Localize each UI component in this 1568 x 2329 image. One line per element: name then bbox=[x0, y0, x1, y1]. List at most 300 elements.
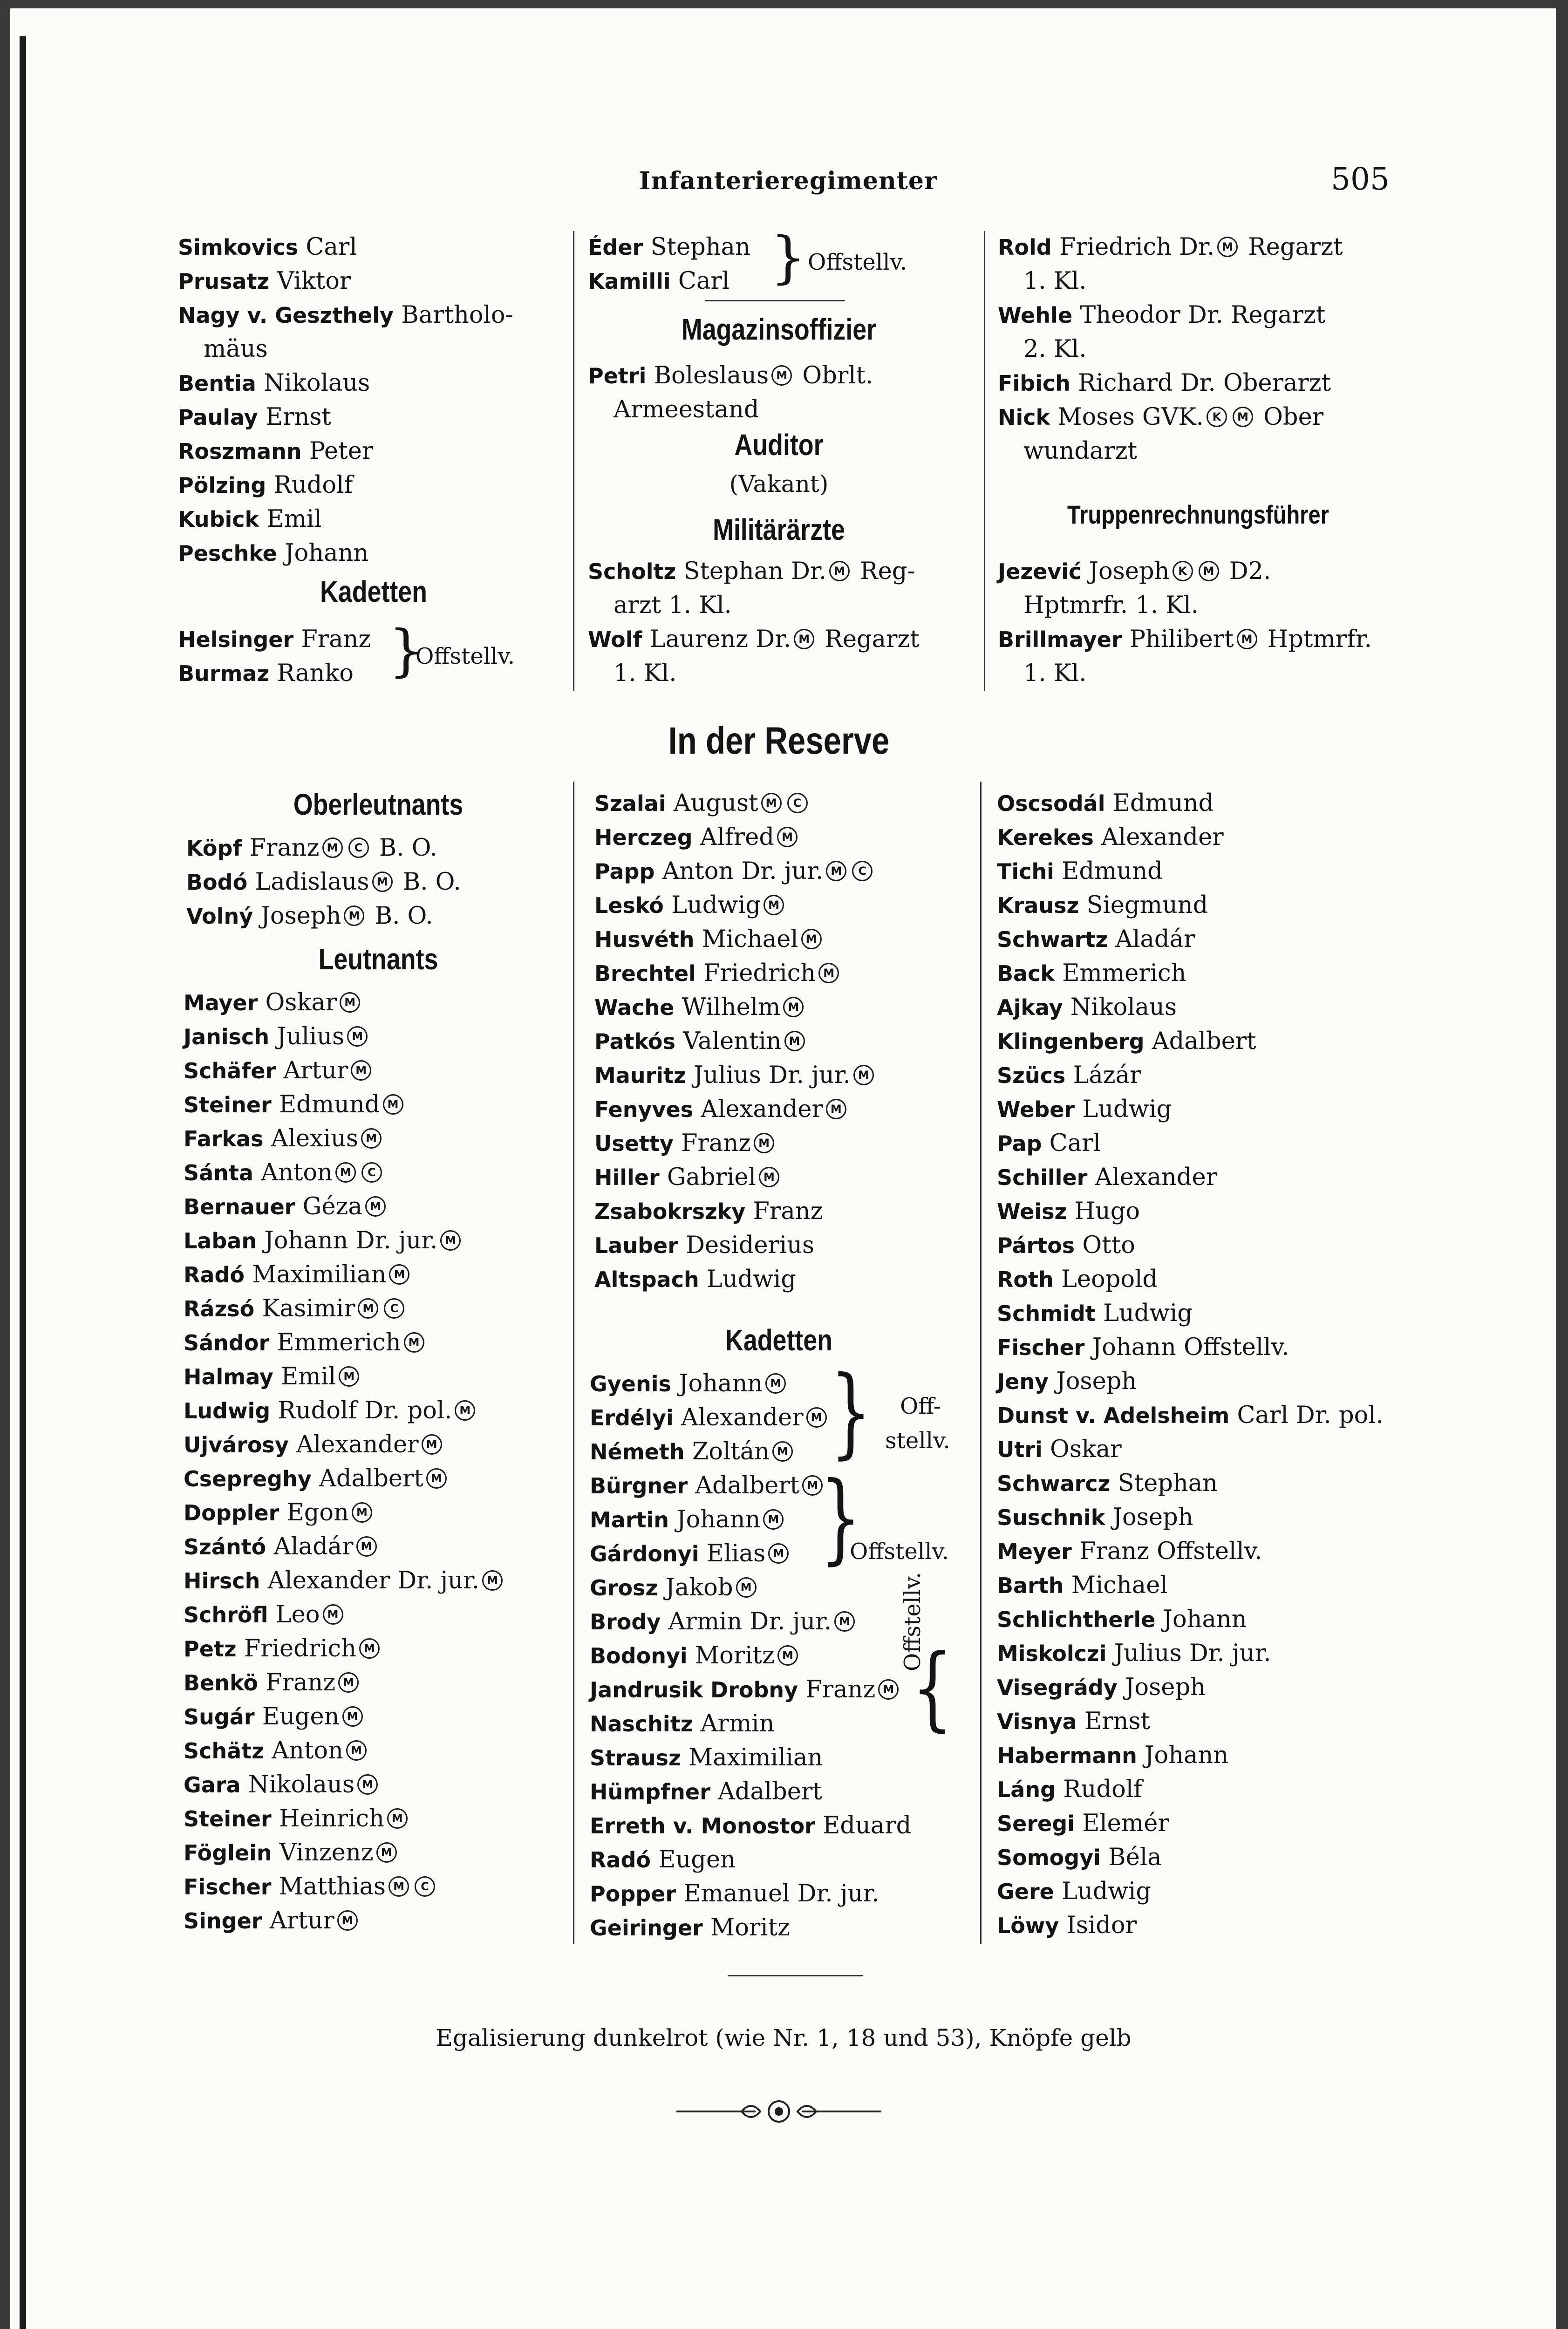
entry-row bbox=[997, 1806, 1407, 1840]
entry-row bbox=[997, 1704, 1407, 1738]
entry-row bbox=[594, 1262, 976, 1296]
running-title: Infanterieregimenter bbox=[639, 167, 938, 195]
entry-surname: Visnya bbox=[997, 1709, 1077, 1734]
entry-surname: Suschnik bbox=[997, 1505, 1105, 1530]
medal-m-icon: M bbox=[344, 906, 364, 926]
entry-surname: Helsinger bbox=[178, 627, 294, 652]
entry-surname: Usetty bbox=[594, 1131, 674, 1156]
medal-m-icon: M bbox=[455, 1400, 475, 1421]
entry-surname: Miskolczi bbox=[997, 1641, 1107, 1666]
entry-row bbox=[184, 1054, 566, 1088]
column-rule-bottom-1 bbox=[573, 782, 574, 1944]
entry-rest: Richard Dr. Oberarzt bbox=[1078, 369, 1331, 397]
entry-rest: Carl bbox=[678, 267, 730, 295]
truppen-heading: Truppenrechnungsführer bbox=[1067, 500, 1329, 529]
medal-m-icon: M bbox=[736, 1577, 757, 1598]
entry-row bbox=[594, 956, 976, 990]
medal-c-icon: C bbox=[361, 1162, 382, 1183]
entry-surname: Sándor bbox=[184, 1330, 270, 1355]
col2-kadetten-heading: Kadetten bbox=[725, 1323, 833, 1357]
col1-top-list bbox=[178, 230, 569, 570]
entry-surname: Visegrády bbox=[997, 1675, 1118, 1700]
entry-rest: Alexander bbox=[701, 1096, 823, 1123]
entry-row bbox=[997, 1160, 1407, 1194]
entry-rest: Bartholo- bbox=[401, 301, 513, 329]
col1-kadetten-note: Offstellv. bbox=[416, 643, 515, 669]
entry-rest: Leopold bbox=[1061, 1266, 1158, 1293]
entry-rest: Béla bbox=[1108, 1844, 1162, 1871]
entry-row bbox=[998, 400, 1398, 434]
entry-row bbox=[588, 393, 989, 427]
entry-suffix: B. O. bbox=[375, 902, 433, 930]
medal-m-icon: M bbox=[768, 1543, 789, 1564]
entry-row bbox=[998, 298, 1398, 332]
entry-surname: Gara bbox=[184, 1772, 241, 1798]
medal-m-icon: M bbox=[482, 1570, 503, 1591]
entry-rest: Peter bbox=[309, 437, 374, 465]
entry-surname: Löwy bbox=[997, 1913, 1059, 1938]
entry-row bbox=[588, 656, 989, 690]
entry-surname: Brechtel bbox=[594, 961, 696, 986]
entry-surname: Bodó bbox=[186, 870, 248, 895]
entry-rest: Géza bbox=[302, 1193, 362, 1220]
col2-kad-note2: Offstellv. bbox=[850, 1539, 949, 1565]
entry-surname: Ujvárosy bbox=[184, 1432, 289, 1457]
medal-k-icon: K bbox=[1173, 561, 1193, 581]
entry-row bbox=[997, 1738, 1407, 1772]
entry-surname: Husvéth bbox=[594, 927, 695, 952]
entry-row bbox=[997, 1296, 1407, 1330]
entry-rest: Joseph bbox=[1112, 1504, 1193, 1531]
brace-kadetten-group-3: } bbox=[912, 1635, 954, 1742]
entry-row bbox=[997, 1534, 1407, 1568]
entry-row bbox=[178, 332, 569, 366]
entry-surname: Halmay bbox=[184, 1364, 273, 1389]
entry-surname: Habermann bbox=[997, 1743, 1137, 1768]
entry-surname: Csepreghy bbox=[184, 1466, 312, 1491]
entry-surname: Erreth v. Monostor bbox=[590, 1813, 815, 1839]
entry-row bbox=[594, 1228, 976, 1262]
entry-rest: Nikolaus bbox=[1070, 994, 1177, 1021]
entry-rest: Michael bbox=[1071, 1572, 1168, 1599]
entry-rest: Julius bbox=[277, 1023, 345, 1050]
medal-m-icon: M bbox=[794, 629, 814, 649]
entry-surname: Bentia bbox=[178, 371, 256, 396]
entry-rest: Anton Dr. jur. bbox=[662, 858, 824, 885]
medal-m-icon: M bbox=[387, 1808, 408, 1829]
entry-row bbox=[594, 1092, 976, 1126]
entry-surname: Tichi bbox=[997, 859, 1054, 884]
entry-surname: Pölzing bbox=[178, 473, 266, 498]
entry-row bbox=[594, 820, 976, 854]
entry-rest: Anton bbox=[272, 1737, 343, 1764]
entry-row bbox=[594, 1194, 976, 1228]
entry-rest: Stephan bbox=[1118, 1470, 1218, 1497]
entry-row bbox=[588, 588, 989, 622]
entry-surname: Kerekes bbox=[997, 825, 1094, 850]
entry-surname: Scholtz bbox=[588, 559, 676, 584]
entry-rest: Edmund bbox=[1112, 790, 1214, 817]
medal-m-icon: M bbox=[440, 1230, 461, 1251]
medal-m-icon: M bbox=[878, 1679, 899, 1700]
medal-c-icon: C bbox=[348, 838, 369, 858]
scan-left-edge bbox=[20, 36, 26, 2329]
magazin-heading: Magazinsoffizier bbox=[681, 313, 877, 346]
entry-row bbox=[997, 1874, 1407, 1908]
entry-surname: Fenyves bbox=[594, 1097, 694, 1122]
entry-row bbox=[184, 1122, 566, 1156]
entry-rest: Vinzenz bbox=[279, 1839, 374, 1866]
entry-row bbox=[997, 1500, 1407, 1534]
entry-row bbox=[178, 298, 569, 332]
entry-surname: Sánta bbox=[184, 1160, 253, 1185]
entry-row bbox=[588, 359, 989, 393]
entry-surname: Roth bbox=[997, 1267, 1054, 1292]
entry-rest: Edmund bbox=[1062, 858, 1163, 885]
entry-rest: Ranko bbox=[277, 660, 354, 687]
entry-surname: Singer bbox=[184, 1908, 262, 1934]
col2-reserve-list bbox=[594, 786, 976, 1296]
entry-rest: Michael bbox=[702, 926, 798, 953]
entry-row bbox=[997, 1262, 1407, 1296]
entry-row bbox=[594, 1160, 976, 1194]
brace-kadetten-group-2: } bbox=[820, 1461, 862, 1575]
col2-kad-note3: Offstellv. bbox=[900, 1572, 926, 1671]
entry-row bbox=[997, 1670, 1407, 1704]
entry-row bbox=[590, 1843, 972, 1877]
entry-row bbox=[184, 1836, 566, 1870]
page-number: 505 bbox=[1331, 161, 1390, 197]
col3-top-list bbox=[998, 230, 1398, 468]
entry-rest: Alexander bbox=[296, 1431, 419, 1458]
medal-m-icon: M bbox=[340, 992, 360, 1013]
entry-row bbox=[184, 1496, 566, 1530]
entry-rest: Emil bbox=[266, 505, 322, 533]
entry-row bbox=[997, 922, 1407, 956]
entry-rest: Moses GVK. bbox=[1057, 403, 1204, 431]
entry-rest: Alexander bbox=[681, 1404, 804, 1431]
entry-row bbox=[588, 230, 788, 264]
medal-m-icon: M bbox=[337, 1910, 358, 1931]
medal-m-icon: M bbox=[1237, 629, 1257, 649]
col1-kadetten-list bbox=[178, 622, 392, 690]
entry-suffix: D2. bbox=[1229, 558, 1271, 585]
entry-rest: Elemér bbox=[1082, 1810, 1169, 1837]
medal-m-icon: M bbox=[802, 1475, 823, 1496]
entry-rest: Boleslaus bbox=[654, 362, 769, 389]
entry-surname: Steiner bbox=[184, 1092, 272, 1117]
medal-m-icon: M bbox=[834, 1611, 855, 1632]
entry-surname: Wache bbox=[594, 995, 675, 1020]
entry-suffix: B. O. bbox=[379, 834, 437, 862]
medal-m-icon: M bbox=[322, 838, 343, 858]
entry-surname: Geiringer bbox=[590, 1915, 703, 1941]
entry-rest: Maximilian bbox=[688, 1744, 823, 1771]
entry-rest: Alfred bbox=[700, 824, 775, 851]
entry-rest: Emil bbox=[281, 1363, 336, 1390]
entry-row bbox=[184, 1326, 566, 1360]
entry-rest: Armin Dr. jur. bbox=[668, 1608, 832, 1635]
entry-suffix: Reg- bbox=[860, 558, 915, 585]
medal-m-icon: M bbox=[389, 1264, 409, 1285]
entry-surname: Schäfer bbox=[184, 1058, 276, 1083]
entry-row bbox=[184, 1768, 566, 1802]
entry-rest: Elias bbox=[706, 1540, 766, 1567]
entry-row bbox=[588, 264, 788, 298]
medal-c-icon: C bbox=[384, 1298, 404, 1319]
entry-row bbox=[997, 1602, 1407, 1636]
entry-row bbox=[998, 264, 1398, 298]
entry-surname: Jeny bbox=[997, 1369, 1049, 1394]
entry-suffix: B. O. bbox=[402, 868, 461, 896]
entry-surname: Kubick bbox=[178, 507, 259, 532]
entry-surname: Roszmann bbox=[178, 439, 302, 464]
entry-suffix: Obrlt. bbox=[802, 362, 873, 389]
entry-suffix: Regarzt bbox=[1248, 233, 1343, 261]
entry-rest: Isidor bbox=[1066, 1912, 1137, 1939]
entry-rest: Otto bbox=[1082, 1232, 1135, 1259]
entry-row bbox=[997, 1228, 1407, 1262]
entry-row bbox=[184, 1904, 566, 1938]
entry-rest: Eduard bbox=[823, 1812, 912, 1839]
entry-surname: Brody bbox=[590, 1609, 661, 1634]
oberleutnants-list bbox=[186, 831, 568, 933]
entry-surname: Laban bbox=[184, 1228, 257, 1253]
entry-surname: Brillmayer bbox=[998, 627, 1122, 652]
entry-rest: Oskar bbox=[1050, 1436, 1122, 1463]
entry-row bbox=[184, 1564, 566, 1598]
entry-surname: Ludwig bbox=[184, 1398, 271, 1423]
entry-rest: mäus bbox=[204, 335, 268, 363]
entry-row bbox=[997, 990, 1407, 1024]
medal-m-icon: M bbox=[761, 793, 782, 813]
entry-surname: Bodonyi bbox=[590, 1643, 688, 1668]
entry-rest: Leo bbox=[275, 1601, 320, 1628]
entry-rest: Aladár bbox=[273, 1533, 354, 1560]
entry-row bbox=[997, 1772, 1407, 1806]
entry-surname: Farkas bbox=[184, 1126, 264, 1151]
entry-rest: Friedrich bbox=[703, 960, 816, 987]
oberleutnants-heading: Oberleutnants bbox=[293, 788, 464, 821]
entry-row bbox=[184, 1360, 566, 1394]
entry-rest: 1. Kl. bbox=[1023, 267, 1087, 295]
entry-rest: Franz bbox=[805, 1676, 876, 1703]
medal-m-icon: M bbox=[323, 1604, 343, 1625]
entry-row bbox=[998, 656, 1398, 690]
militaer-heading: Militärärzte bbox=[713, 513, 845, 546]
entry-surname: Fischer bbox=[184, 1874, 272, 1900]
col1-kadetten-heading: Kadetten bbox=[320, 575, 428, 608]
entry-rest: Julius Dr. jur. bbox=[694, 1062, 851, 1089]
entry-rest: Joseph bbox=[260, 902, 341, 930]
entry-rest: 1. Kl. bbox=[1023, 660, 1087, 687]
entry-surname: Jezević bbox=[998, 559, 1082, 584]
entry-rest: 2. Kl. bbox=[1023, 335, 1087, 363]
ornament-divider-icon bbox=[672, 2095, 886, 2128]
medal-m-icon: M bbox=[361, 1128, 382, 1149]
entry-rest: Johann bbox=[676, 1506, 761, 1533]
entry-rest: Ludwig bbox=[1062, 1878, 1152, 1905]
entry-surname: Strausz bbox=[590, 1745, 681, 1771]
entry-row bbox=[178, 366, 569, 400]
entry-surname: Szántó bbox=[184, 1534, 266, 1559]
entry-surname: Fischer bbox=[997, 1335, 1085, 1360]
entry-row bbox=[590, 1469, 972, 1503]
entry-row bbox=[184, 1156, 566, 1190]
entry-rest: Franz bbox=[681, 1130, 751, 1157]
entry-surname: Lauber bbox=[594, 1233, 678, 1258]
entry-row bbox=[590, 1809, 972, 1843]
truppen-list bbox=[998, 554, 1398, 690]
medal-m-icon: M bbox=[826, 861, 846, 881]
entry-surname: Utri bbox=[997, 1437, 1043, 1462]
entry-rest: Stephan Dr. bbox=[683, 558, 826, 585]
entry-row bbox=[184, 1462, 566, 1496]
footer-text: Egalisierung dunkelrot (wie Nr. 1, 18 und 53), Knöpfe gelb bbox=[436, 2024, 1132, 2051]
medal-m-icon: M bbox=[765, 1373, 786, 1394]
col3-reserve-list bbox=[997, 786, 1407, 1942]
col2-top-list bbox=[588, 230, 788, 298]
entry-row bbox=[184, 1700, 566, 1734]
entry-rest: Zoltán bbox=[692, 1438, 770, 1465]
medal-c-icon: C bbox=[787, 793, 808, 813]
entry-row bbox=[998, 434, 1398, 468]
entry-surname: Grosz bbox=[590, 1575, 658, 1600]
entry-row bbox=[997, 1466, 1407, 1500]
leutnants-list bbox=[184, 986, 566, 1938]
entry-rest: Siegmund bbox=[1086, 892, 1208, 919]
entry-surname: Oscsodál bbox=[997, 791, 1105, 816]
entry-surname: Mayer bbox=[184, 990, 258, 1015]
entry-rest: 1. Kl. bbox=[614, 660, 677, 687]
entry-rest: Lázár bbox=[1073, 1062, 1141, 1089]
entry-surname: Schätz bbox=[184, 1738, 264, 1764]
entry-surname: Paulay bbox=[178, 405, 258, 430]
entry-row bbox=[588, 554, 989, 588]
entry-rest: Johann bbox=[285, 539, 369, 567]
entry-rest: Rudolf bbox=[1063, 1776, 1143, 1803]
entry-surname: Zsabokrszky bbox=[594, 1199, 746, 1224]
entry-rest: Ernst bbox=[265, 403, 331, 431]
entry-row bbox=[590, 1877, 972, 1911]
entry-row bbox=[184, 1258, 566, 1292]
entry-surname: Gere bbox=[997, 1879, 1054, 1904]
entry-row bbox=[997, 786, 1407, 820]
entry-rest: wundarzt bbox=[1023, 437, 1138, 465]
entry-surname: Radó bbox=[590, 1847, 651, 1873]
column-rule-top-1 bbox=[573, 231, 574, 691]
entry-rest: Nikolaus bbox=[264, 369, 370, 397]
entry-rest: Johann bbox=[1163, 1606, 1247, 1633]
entry-surname: Naschitz bbox=[590, 1711, 693, 1737]
column-rule-bottom-2 bbox=[980, 782, 982, 1944]
entry-row bbox=[594, 922, 976, 956]
brace-col2-top: } bbox=[770, 225, 806, 290]
entry-rest: Maximilian bbox=[252, 1261, 387, 1288]
medal-m-icon: M bbox=[365, 1196, 386, 1217]
entry-surname: Sugár bbox=[184, 1704, 255, 1730]
entry-rest: arzt 1. Kl. bbox=[614, 592, 732, 619]
entry-row bbox=[998, 366, 1398, 400]
entry-rest: Eugen bbox=[658, 1846, 736, 1873]
medal-m-icon: M bbox=[339, 1366, 359, 1387]
entry-rest: Moritz bbox=[710, 1914, 790, 1941]
entry-row bbox=[998, 588, 1398, 622]
entry-row bbox=[997, 854, 1407, 888]
entry-suffix: Hptmrfr. bbox=[1267, 626, 1372, 653]
entry-rest: Friedrich Dr. bbox=[1059, 233, 1215, 261]
entry-surname: Simkovics bbox=[178, 235, 299, 260]
entry-surname: Back bbox=[997, 961, 1055, 986]
entry-surname: Wehle bbox=[998, 303, 1073, 328]
entry-rest: Ludwig bbox=[1082, 1096, 1172, 1123]
entry-surname: Dunst v. Adelsheim bbox=[997, 1403, 1230, 1428]
entry-rest: Julius Dr. jur. bbox=[1114, 1640, 1271, 1667]
entry-surname: Schwartz bbox=[997, 927, 1108, 952]
entry-row bbox=[184, 1088, 566, 1122]
entry-rest: Franz bbox=[753, 1198, 823, 1225]
entry-rest: Anton bbox=[261, 1159, 333, 1186]
entry-row bbox=[184, 1598, 566, 1632]
entry-rest: Egon bbox=[286, 1499, 349, 1526]
entry-row bbox=[998, 230, 1398, 264]
entry-rest: Gabriel bbox=[667, 1164, 756, 1191]
medal-m-icon: M bbox=[352, 1502, 372, 1523]
entry-rest: Emmerich bbox=[1062, 960, 1186, 987]
entry-rest: Alexander bbox=[1101, 824, 1224, 851]
entry-row bbox=[997, 1126, 1407, 1160]
medal-m-icon: M bbox=[783, 997, 804, 1017]
entry-surname: Hirsch bbox=[184, 1568, 260, 1594]
medal-c-icon: C bbox=[415, 1876, 435, 1897]
entry-rest: Emanuel Dr. jur. bbox=[683, 1880, 879, 1907]
entry-rest: Heinrich bbox=[279, 1805, 384, 1832]
entry-row bbox=[997, 1058, 1407, 1092]
entry-row bbox=[594, 854, 976, 888]
entry-rest: Emmerich bbox=[277, 1329, 401, 1356]
entry-row bbox=[184, 1870, 566, 1904]
entry-rest: Armeestand bbox=[614, 396, 759, 423]
medal-c-icon: C bbox=[852, 861, 873, 881]
entry-rest: Alexander bbox=[1095, 1164, 1218, 1191]
entry-surname: Nagy v. Geszthely bbox=[178, 303, 394, 328]
col2-kad-note1: Off- bbox=[900, 1393, 941, 1419]
militaer-list bbox=[588, 554, 989, 690]
medal-m-icon: M bbox=[351, 1060, 371, 1081]
entry-rest: Philibert bbox=[1129, 626, 1234, 653]
medal-m-icon: M bbox=[853, 1065, 874, 1085]
entry-row bbox=[184, 1734, 566, 1768]
entry-rest: Joseph bbox=[1125, 1674, 1206, 1701]
leutnants-heading: Leutnants bbox=[318, 942, 438, 976]
entry-row bbox=[184, 1428, 566, 1462]
entry-rest: Viktor bbox=[277, 267, 351, 295]
entry-rest: Valentin bbox=[683, 1028, 782, 1055]
entry-rest: Armin bbox=[700, 1710, 775, 1737]
entry-row bbox=[997, 1092, 1407, 1126]
entry-rest: Ludwig bbox=[706, 1266, 796, 1293]
entry-row bbox=[997, 1908, 1407, 1942]
entry-row bbox=[997, 1568, 1407, 1602]
medal-m-icon: M bbox=[784, 1031, 805, 1051]
entry-surname: Rázsó bbox=[184, 1296, 255, 1321]
entry-rest: Ladislaus bbox=[255, 868, 369, 896]
entry-surname: Petri bbox=[588, 363, 647, 388]
entry-row bbox=[594, 1024, 976, 1058]
entry-rest: Franz bbox=[249, 834, 320, 862]
entry-row bbox=[186, 865, 568, 899]
entry-row bbox=[184, 1394, 566, 1428]
